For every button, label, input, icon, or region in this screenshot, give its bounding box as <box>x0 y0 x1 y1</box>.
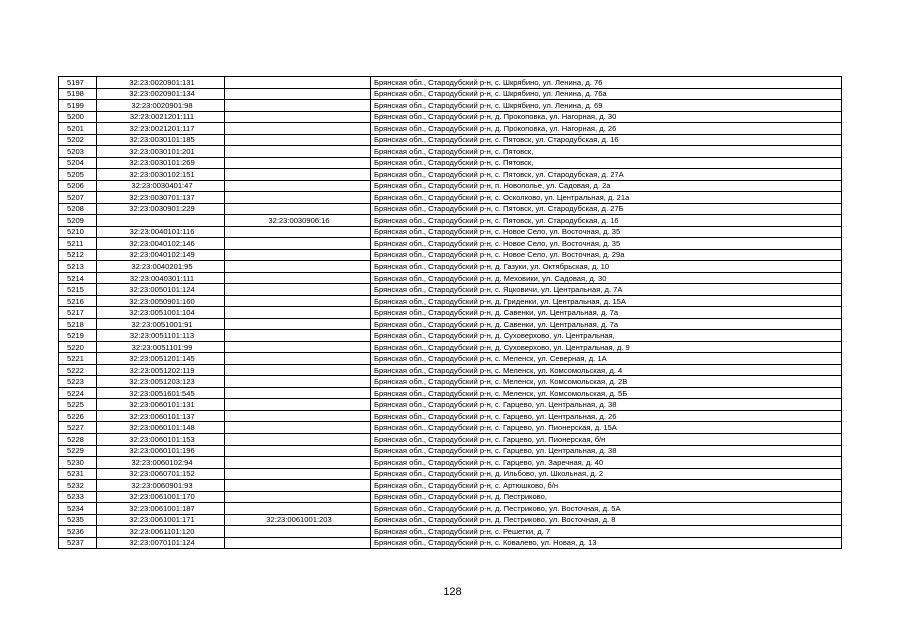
table-row <box>59 226 842 238</box>
row-number-cell: 5218 <box>59 318 97 330</box>
cadastral-number-cell: 32:23:0020901:131 <box>97 77 225 89</box>
related-cadastral-number-cell <box>225 537 371 549</box>
row-number-cell: 5237 <box>59 537 97 549</box>
cadastral-number-cell: 32:23:0030701:137 <box>97 192 225 204</box>
cadastral-number-cell: 32:23:0060101:148 <box>97 422 225 434</box>
table-row <box>59 491 842 503</box>
row-number-cell: 5203 <box>59 146 97 158</box>
related-cadastral-number-cell <box>225 226 371 238</box>
row-number-cell: 5225 <box>59 399 97 411</box>
related-cadastral-number-cell <box>225 111 371 123</box>
related-cadastral-number-cell <box>225 123 371 135</box>
address-cell: Брянская обл., Стародубский р-н, д. Савенки, ул. Центральная, д. 7а <box>371 318 842 330</box>
cadastral-number-cell: 32:23:0030101:269 <box>97 157 225 169</box>
address-cell: Брянская обл., Стародубский р-н, п. Новополье, ул. Садовая, д. 2а <box>371 180 842 192</box>
cadastral-number-cell: 32:23:0060102:94 <box>97 457 225 469</box>
related-cadastral-number-cell <box>225 364 371 376</box>
table-row <box>59 376 842 388</box>
address-cell: Брянская обл., Стародубский р-н, д. Суховерхово, ул. Центральная, д. 9 <box>371 341 842 353</box>
table-row <box>59 364 842 376</box>
address-cell: Брянская обл., Стародубский р-н, с. Пятовск, <box>371 146 842 158</box>
address-cell: Брянская обл., Стародубский р-н, д. Пестриково, ул. Восточная, д. 5А <box>371 503 842 515</box>
related-cadastral-number-cell <box>225 422 371 434</box>
table-row <box>59 238 842 250</box>
related-cadastral-number-cell <box>225 238 371 250</box>
address-cell: Брянская обл., Стародубский р-н, д. Газуки, ул. Октябрьская, д. 10 <box>371 261 842 273</box>
page-number: 128 <box>443 586 462 598</box>
related-cadastral-number-cell <box>225 330 371 342</box>
related-cadastral-number-cell <box>225 157 371 169</box>
related-cadastral-number-cell <box>225 146 371 158</box>
table-row <box>59 249 842 261</box>
table-row <box>59 261 842 273</box>
related-cadastral-number-cell <box>225 399 371 411</box>
address-cell: Брянская обл., Стародубский р-н, с. Осколково, ул. Центральная, д. 21а <box>371 192 842 204</box>
row-number-cell: 5206 <box>59 180 97 192</box>
related-cadastral-number-cell <box>225 387 371 399</box>
row-number-cell: 5236 <box>59 526 97 538</box>
address-cell: Брянская обл., Стародубский р-н, с. Пятовск, ул. Стародубская, д. 16 <box>371 134 842 146</box>
row-number-cell: 5213 <box>59 261 97 273</box>
cadastral-number-cell: 32:23:0061101:120 <box>97 526 225 538</box>
address-cell: Брянская обл., Стародубский р-н, д. Суховерхово, ул. Центральная, <box>371 330 842 342</box>
related-cadastral-number-cell <box>225 503 371 515</box>
table-row <box>59 272 842 284</box>
row-number-cell: 5223 <box>59 376 97 388</box>
address-cell: Брянская обл., Стародубский р-н, с. Пятовск, ул. Стародубская, д. 16 <box>371 215 842 227</box>
table-row <box>59 77 842 89</box>
row-number-cell: 5207 <box>59 192 97 204</box>
address-cell: Брянская обл., Стародубский р-н, с. Гарцево, ул. Центральная, д. 38 <box>371 445 842 457</box>
related-cadastral-number-cell: 32:23:0030906:16 <box>225 215 371 227</box>
cadastral-number-cell: 32:23:0051601:545 <box>97 387 225 399</box>
table-row <box>59 341 842 353</box>
row-number-cell: 5199 <box>59 100 97 112</box>
cadastral-number-cell: 32:23:0040201:95 <box>97 261 225 273</box>
row-number-cell: 5226 <box>59 410 97 422</box>
address-cell: Брянская обл., Стародубский р-н, д. Прокоповка, ул. Нагорная, д. 26 <box>371 123 842 135</box>
registry-table-body <box>59 77 842 549</box>
table-row <box>59 295 842 307</box>
related-cadastral-number-cell <box>225 445 371 457</box>
cadastral-number-cell: 32:23:0061001:187 <box>97 503 225 515</box>
row-number-cell: 5222 <box>59 364 97 376</box>
row-number-cell: 5208 <box>59 203 97 215</box>
related-cadastral-number-cell <box>225 307 371 319</box>
row-number-cell: 5204 <box>59 157 97 169</box>
row-number-cell: 5235 <box>59 514 97 526</box>
row-number-cell: 5217 <box>59 307 97 319</box>
address-cell: Брянская обл., Стародубский р-н, с. Гарцево, ул. Заречная, д. 40 <box>371 457 842 469</box>
address-cell: Брянская обл., Стародубский р-н, с. Новое Село, ул. Восточная, д. 35 <box>371 238 842 250</box>
address-cell: Брянская обл., Стародубский р-н, с. Пятовск, ул. Стародубская, д. 27А <box>371 169 842 181</box>
related-cadastral-number-cell <box>225 295 371 307</box>
related-cadastral-number-cell <box>225 180 371 192</box>
cadastral-number-cell: 32:23:0050901:160 <box>97 295 225 307</box>
table-row <box>59 203 842 215</box>
address-cell: Брянская обл., Стародубский р-н, с. Гарцево, ул. Центральная, д. 38 <box>371 399 842 411</box>
row-number-cell: 5220 <box>59 341 97 353</box>
related-cadastral-number-cell <box>225 249 371 261</box>
row-number-cell: 5233 <box>59 491 97 503</box>
table-row <box>59 88 842 100</box>
row-number-cell: 5215 <box>59 284 97 296</box>
table-row <box>59 318 842 330</box>
table-row <box>59 192 842 204</box>
cadastral-number-cell: 32:23:0051202:119 <box>97 364 225 376</box>
table-row <box>59 123 842 135</box>
address-cell: Брянская обл., Стародубский р-н, с. Решетки, д. 7 <box>371 526 842 538</box>
cadastral-number-cell: 32:23:0030101:201 <box>97 146 225 158</box>
row-number-cell: 5228 <box>59 433 97 445</box>
address-cell: Брянская обл., Стародубский р-н, д. Прокоповка, ул. Нагорная, д. 30 <box>371 111 842 123</box>
cadastral-number-cell: 32:23:0050101:124 <box>97 284 225 296</box>
address-cell: Брянская обл., Стародубский р-н, с. Шкрябино, ул. Ленина, д. 76а <box>371 88 842 100</box>
row-number-cell: 5202 <box>59 134 97 146</box>
related-cadastral-number-cell <box>225 341 371 353</box>
table-row <box>59 514 842 526</box>
related-cadastral-number-cell <box>225 284 371 296</box>
row-number-cell: 5201 <box>59 123 97 135</box>
cadastral-number-cell: 32:23:0020901:98 <box>97 100 225 112</box>
cadastral-number-cell: 32:23:0060101:153 <box>97 433 225 445</box>
related-cadastral-number-cell <box>225 468 371 480</box>
row-number-cell: 5209 <box>59 215 97 227</box>
row-number-cell: 5231 <box>59 468 97 480</box>
related-cadastral-number-cell <box>225 272 371 284</box>
table-row <box>59 180 842 192</box>
address-cell: Брянская обл., Стародубский р-н, д. Савенки, ул. Центральная, д. 7а <box>371 307 842 319</box>
address-cell: Брянская обл., Стародубский р-н, д. Пестриково, ул. Восточная, д. 8 <box>371 514 842 526</box>
related-cadastral-number-cell <box>225 480 371 492</box>
cadastral-number-cell: 32:23:0061001:171 <box>97 514 225 526</box>
table-row <box>59 433 842 445</box>
address-cell: Брянская обл., Стародубский р-н, с. Новое Село, ул. Восточная, д. 29а <box>371 249 842 261</box>
cadastral-number-cell: 32:23:0051001:104 <box>97 307 225 319</box>
cadastral-number-cell: 32:23:0051101:99 <box>97 341 225 353</box>
table-row <box>59 157 842 169</box>
table-row <box>59 146 842 158</box>
table-row <box>59 422 842 434</box>
related-cadastral-number-cell <box>225 261 371 273</box>
table-row <box>59 169 842 181</box>
address-cell: Брянская обл., Стародубский р-н, с. Новое Село, ул. Восточная, д. 35 <box>371 226 842 238</box>
address-cell: Брянская обл., Стародубский р-н, с. Пятовск, ул. Стародубская, д. 27Б <box>371 203 842 215</box>
row-number-cell: 5227 <box>59 422 97 434</box>
row-number-cell: 5198 <box>59 88 97 100</box>
row-number-cell: 5205 <box>59 169 97 181</box>
table-row <box>59 307 842 319</box>
table-row <box>59 111 842 123</box>
table-row <box>59 468 842 480</box>
table-row <box>59 134 842 146</box>
cadastral-number-cell: 32:23:0060101:137 <box>97 410 225 422</box>
table-row <box>59 387 842 399</box>
address-cell: Брянская обл., Стародубский р-н, с. Ковалево, ул. Новая, д. 13 <box>371 537 842 549</box>
cadastral-number-cell: 32:23:0061001:170 <box>97 491 225 503</box>
address-cell: Брянская обл., Стародубский р-н, с. Меленск, ул. Комсомольская, д. 4 <box>371 364 842 376</box>
row-number-cell: 5210 <box>59 226 97 238</box>
related-cadastral-number-cell <box>225 169 371 181</box>
address-cell: Брянская обл., Стародубский р-н, с. Гарцево, ул. Пионерская, д. 15А <box>371 422 842 434</box>
address-cell: Брянская обл., Стародубский р-н, с. Пятовск, <box>371 157 842 169</box>
related-cadastral-number-cell <box>225 376 371 388</box>
table-row <box>59 503 842 515</box>
related-cadastral-number-cell <box>225 134 371 146</box>
address-cell: Брянская обл., Стародубский р-н, с. Гарцево, ул. Центральная, д. 26 <box>371 410 842 422</box>
cadastral-number-cell <box>97 215 225 227</box>
table-row <box>59 100 842 112</box>
cadastral-number-cell: 32:23:0020901:134 <box>97 88 225 100</box>
cadastral-number-cell: 32:23:0060101:196 <box>97 445 225 457</box>
cadastral-number-cell: 32:23:0021201:117 <box>97 123 225 135</box>
cadastral-number-cell: 32:23:0040301:111 <box>97 272 225 284</box>
related-cadastral-number-cell <box>225 192 371 204</box>
address-cell: Брянская обл., Стародубский р-н, с. Меленск, ул. Комсомольская, д. 5Б <box>371 387 842 399</box>
table-row <box>59 457 842 469</box>
related-cadastral-number-cell <box>225 433 371 445</box>
table-row <box>59 480 842 492</box>
row-number-cell: 5216 <box>59 295 97 307</box>
cadastral-number-cell: 32:23:0030401:47 <box>97 180 225 192</box>
related-cadastral-number-cell <box>225 88 371 100</box>
address-cell: Брянская обл., Стародубский р-н, д. Пестриково, <box>371 491 842 503</box>
row-number-cell: 5221 <box>59 353 97 365</box>
cadastral-number-cell: 32:23:0070101:124 <box>97 537 225 549</box>
row-number-cell: 5211 <box>59 238 97 250</box>
related-cadastral-number-cell: 32:23:0061001:203 <box>225 514 371 526</box>
cadastral-number-cell: 32:23:0051201:145 <box>97 353 225 365</box>
table-row <box>59 537 842 549</box>
row-number-cell: 5197 <box>59 77 97 89</box>
cadastral-number-cell: 32:23:0051101:113 <box>97 330 225 342</box>
cadastral-number-cell: 32:23:0051203:123 <box>97 376 225 388</box>
address-cell: Брянская обл., Стародубский р-н, с. Яцковичи, ул. Центральная, д. 7А <box>371 284 842 296</box>
row-number-cell: 5212 <box>59 249 97 261</box>
related-cadastral-number-cell <box>225 318 371 330</box>
cadastral-number-cell: 32:23:0040101:116 <box>97 226 225 238</box>
table-row <box>59 330 842 342</box>
row-number-cell: 5234 <box>59 503 97 515</box>
address-cell: Брянская обл., Стародубский р-н, д. Меховики, ул. Садовая, д. 30 <box>371 272 842 284</box>
row-number-cell: 5214 <box>59 272 97 284</box>
row-number-cell: 5230 <box>59 457 97 469</box>
related-cadastral-number-cell <box>225 353 371 365</box>
related-cadastral-number-cell <box>225 457 371 469</box>
address-cell: Брянская обл., Стародубский р-н, с. Шкрябино, ул. Ленина, д. 76 <box>371 77 842 89</box>
related-cadastral-number-cell <box>225 77 371 89</box>
row-number-cell: 5224 <box>59 387 97 399</box>
table-row <box>59 526 842 538</box>
row-number-cell: 5232 <box>59 480 97 492</box>
table-row <box>59 410 842 422</box>
cadastral-number-cell: 32:23:0030101:185 <box>97 134 225 146</box>
row-number-cell: 5229 <box>59 445 97 457</box>
address-cell: Брянская обл., Стародубский р-н, с. Меленск, ул. Комсомольская, д. 2В <box>371 376 842 388</box>
related-cadastral-number-cell <box>225 100 371 112</box>
cadastral-number-cell: 32:23:0030901:229 <box>97 203 225 215</box>
address-cell: Брянская обл., Стародубский р-н, с. Артюшково, б/н <box>371 480 842 492</box>
cadastral-number-cell: 32:23:0040102:149 <box>97 249 225 261</box>
table-row <box>59 284 842 296</box>
address-cell: Брянская обл., Стародубский р-н, с. Гарцево, ул. Пионерская, б/н <box>371 433 842 445</box>
related-cadastral-number-cell <box>225 491 371 503</box>
table-row <box>59 445 842 457</box>
cadastral-number-cell: 32:23:0040102:146 <box>97 238 225 250</box>
address-cell: Брянская обл., Стародубский р-н, д. Ильбово, ул. Школьная, д. 2 <box>371 468 842 480</box>
related-cadastral-number-cell <box>225 526 371 538</box>
registry-table <box>58 76 842 549</box>
cadastral-number-cell: 32:23:0021201:111 <box>97 111 225 123</box>
related-cadastral-number-cell <box>225 203 371 215</box>
related-cadastral-number-cell <box>225 410 371 422</box>
address-cell: Брянская обл., Стародубский р-н, с. Меленск, ул. Северная, д. 1А <box>371 353 842 365</box>
table-row <box>59 353 842 365</box>
cadastral-number-cell: 32:23:0060901:93 <box>97 480 225 492</box>
row-number-cell: 5219 <box>59 330 97 342</box>
table-row <box>59 399 842 411</box>
address-cell: Брянская обл., Стародубский р-н, д. Гриденки, ул. Центральная, д. 15А <box>371 295 842 307</box>
cadastral-number-cell: 32:23:0060701:152 <box>97 468 225 480</box>
cadastral-number-cell: 32:23:0051001:91 <box>97 318 225 330</box>
address-cell: Брянская обл., Стародубский р-н, с. Шкрябино, ул. Ленина, д. 69 <box>371 100 842 112</box>
cadastral-number-cell: 32:23:0060101:131 <box>97 399 225 411</box>
table-row <box>59 215 842 227</box>
row-number-cell: 5200 <box>59 111 97 123</box>
cadastral-number-cell: 32:23:0030102:151 <box>97 169 225 181</box>
